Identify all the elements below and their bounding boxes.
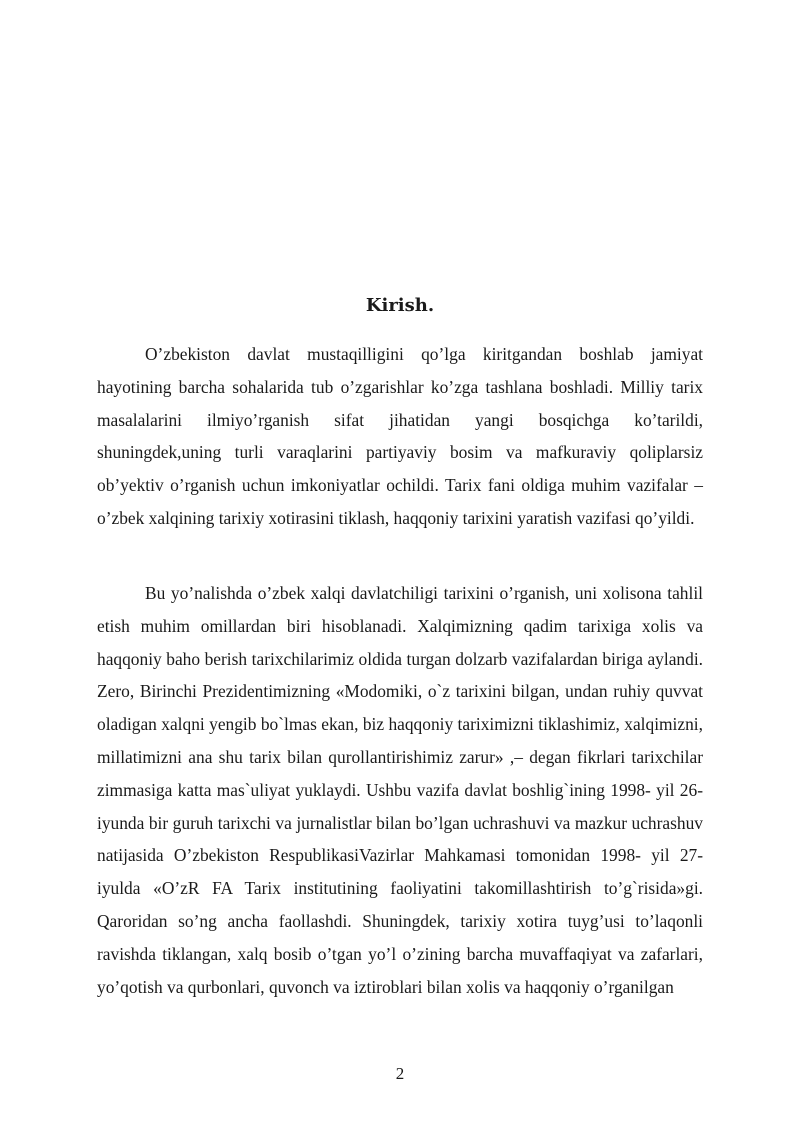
page-number: 2	[395, 1064, 405, 1083]
body-paragraph-1: O’zbekiston davlat mustaqilligini qo’lga kiritgandan boshlab jamiyat hayotining barcha sohalarida tub o’zgarishlar ko’zga tashlana boshladi. Milliy tarix masalalarini ilmiyo’rganish sifat jihatidan yangi bosqichga ko’tarildi, shuningdek,uning turli varaqlarini partiyaviy bosim va mafkuraviy qoliplarsiz ob’yektiv o’rganish uchun imkoniyatlar ochildi. Tarix fani oldiga muhim vazifalar – o’zbek xalqining tarixiy xotirasini tiklash, haqqoniy tarixini yaratish vazifasi qo’yildi.	[97, 344, 703, 528]
body-paragraph-2: Bu yo’nalishda o’zbek xalqi davlatchiligi tarixini o’rganish, uni xolisona tahlil etish muhim omillardan biri hisoblanadi. Xalqimizning qadim tarixiga xolis va haqqoniy baho berish tarixchilarimiz oldida turgan dolzarb vazifalardan biriga aylandi. Zero, Birinchi Prezidentimizning «Modomiki, o`z tarixini bilgan, undan ruhiy quvvat oladigan xalqni yengib bo`lmas ekan, biz haqqoniy tariximizni tiklashimiz, xalqimizni, millatimizni ana shu tarix bilan qurollantirishimiz zarur» ,– degan fikrlari tarixchilar zimmasiga katta mas`uliyat yuklaydi. Ushbu vazifa davlat boshlig`ining 1998- yil 26- iyunda bir guruh tarixchi va jurnalistlar bilan bo’lgan uchrashuvi va mazkur uchrashuv natijasida O’zbekiston RespublikasiVazirlar Mahkamasi tomonidan 1998- yil 27- iyulda «O’zR FA Tarix institutining faoliyatini takomillashtirish to’g`risida»gi. Qaroridan so’ng ancha faollashdi. Shuningdek, tarixiy xotira tuyg’usi to’laqonli ravishda tiklangan, xalq bosib o’tgan yo’l o’zining barcha muvaffaqiyat va zafarlari, yo’qotish va qurbonlari, quvonch va iztiroblari bilan xolis va haqqoniy o’rganilgan	[97, 583, 703, 997]
section-heading: Kirish.	[365, 295, 435, 316]
